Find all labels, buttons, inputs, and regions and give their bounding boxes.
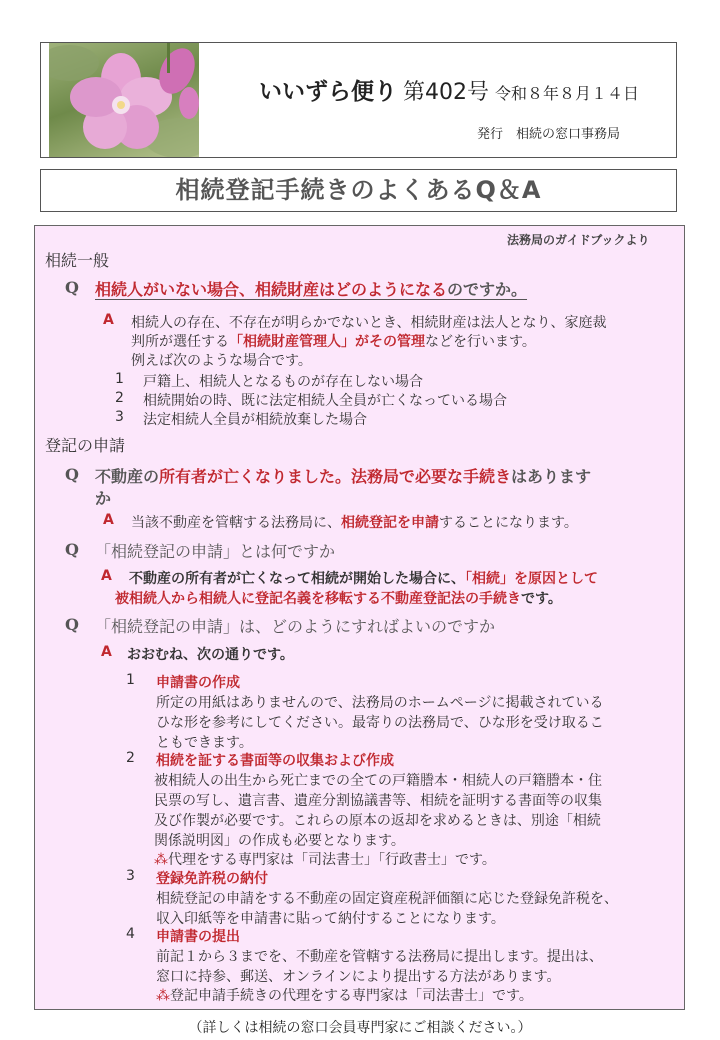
note-text: 代理をする専門家は「司法書士」「行政書士」です。 xyxy=(168,852,496,868)
newsletter-name: いいずら便り xyxy=(259,79,397,105)
step-text: 関係説明図」の作成も必要となります。 xyxy=(154,833,405,849)
answer-2-highlight: 相続登記を申請 xyxy=(341,515,439,531)
publisher: 発行 相続の窓口事務局 xyxy=(477,127,621,142)
step-note xyxy=(154,849,496,869)
case-text: 法定相続人全員が相続放棄した場合 xyxy=(143,412,367,428)
question-2-highlight: 所有者が亡くなりました。法務局で必要な手続き xyxy=(159,467,512,486)
answer-1-line-2 xyxy=(131,331,536,351)
case-number: 2 xyxy=(115,390,124,406)
answer-1-line-3: 例えば次のような場合です。 xyxy=(131,353,312,369)
issue-number: 第402号 xyxy=(403,80,489,105)
main-title: 相続登記手続きのよくあるQ＆A xyxy=(40,169,677,212)
step-text: ひな形を参考にしてください。最寄りの法務局で、ひな形を受け取るこ xyxy=(156,715,604,731)
case-text: 相続開始の時、既に法定相続人全員が亡くなっている場合 xyxy=(143,393,507,409)
a-mark: A xyxy=(101,644,112,660)
question-4: 「相続登記の申請」は、どのようにすればよいのですか xyxy=(95,617,496,636)
answer-3-highlight-2: 被相続人から相続人に登記名義を移転する不動産登記法の手続き xyxy=(115,591,521,607)
footer-note: （詳しくは相続の窓口会員専門家にご相談ください。） xyxy=(188,1020,532,1036)
step-title: 登録免許税の納付 xyxy=(156,871,268,887)
question-2-text-end: はありま xyxy=(511,467,576,486)
question-2 xyxy=(95,464,591,487)
answer-4-intro: おおむね、次の通りです。 xyxy=(127,647,294,663)
step-text: 前記１から３までを、不動産を管轄する法務局に提出します。提出は、 xyxy=(156,949,603,965)
note-mark: ⁂ xyxy=(156,988,170,1004)
step-title: 申請書の提出 xyxy=(156,929,240,945)
step-number: 2 xyxy=(126,750,135,766)
step-title: 申請書の作成 xyxy=(156,675,240,691)
answer-3-line-2 xyxy=(115,588,562,608)
case-text: 戸籍上、相続人となるものが存在しない場合 xyxy=(143,374,423,390)
flower-photo xyxy=(49,43,199,157)
q-mark: Q xyxy=(65,540,79,559)
note-mark: ⁂ xyxy=(154,852,168,868)
a-mark: A xyxy=(103,512,114,528)
q-mark: Q xyxy=(65,278,79,297)
issue-date: 令和８年８月１４日 xyxy=(495,84,640,103)
q-mark: Q xyxy=(65,615,79,634)
step-text: 窓口に持参、郵送、オンラインにより提出する方法があります。 xyxy=(156,969,561,985)
answer-3-highlight: 「相続」を原因として xyxy=(465,571,598,587)
answer-1-highlight: 「相続財産管理人」がその管理 xyxy=(229,334,425,350)
step-text: 相続登記の申請をする不動産の固定資産税評価額に応じた登録免許税を、 xyxy=(156,891,618,907)
step-title: 相続を証する書面等の収集および作成 xyxy=(156,753,394,769)
q-mark: Q xyxy=(65,465,79,484)
step-number: 3 xyxy=(126,868,135,884)
step-text: 民票の写し、遺言書、遺産分割協議書等、相続を証明する書面等の収集 xyxy=(154,793,602,809)
step-note xyxy=(156,985,533,1005)
answer-2-text: 当該不動産を管轄する法務局に、 xyxy=(131,515,341,531)
question-2-text-tail: す xyxy=(575,467,592,486)
answer-3-text: 不動産の所有者が亡くなって相続が開始した場合に、 xyxy=(129,571,465,587)
step-text: 被相続人の出生から死亡までの全ての戸籍謄本・相続人の戸籍謄本・住 xyxy=(154,773,602,789)
question-2-text: 不動産の xyxy=(95,467,160,486)
question-1-rest: のですか。 xyxy=(447,280,528,299)
step-text: 収入印紙等を申請書に貼って納付することになります。 xyxy=(156,911,505,927)
question-2-wrap: か xyxy=(95,489,112,508)
case-number: 3 xyxy=(115,409,124,425)
case-number: 1 xyxy=(115,371,124,387)
source-note: 法務局のガイドブックより xyxy=(507,233,650,247)
step-text: ともできます。 xyxy=(156,735,253,751)
answer-1-text-end: などを行います。 xyxy=(425,334,536,350)
note-text: 登記申請手続きの代理をする専門家は「司法書士」です。 xyxy=(170,988,533,1004)
newsletter-header xyxy=(40,42,677,158)
qa-content xyxy=(34,225,685,1010)
a-mark: A xyxy=(101,568,112,584)
question-3: 「相続登記の申請」とは何ですか xyxy=(95,542,336,561)
step-number: 4 xyxy=(126,926,135,942)
question-1-highlight: 相続人がいない場合、相続財産はどのようになる xyxy=(95,280,448,299)
a-mark: A xyxy=(103,312,114,328)
answer-2-text-end: することになります。 xyxy=(439,515,578,531)
step-text: 及び作製が必要です。これらの原本の返却を求めるときは、別途「相続 xyxy=(154,813,601,829)
section-heading-general: 相続一般 xyxy=(45,251,110,270)
newsletter-title xyxy=(259,73,639,106)
answer-3-text-end: です。 xyxy=(521,591,562,607)
answer-3-line-1 xyxy=(129,568,598,588)
answer-2 xyxy=(131,512,578,532)
step-number: 1 xyxy=(126,672,135,688)
answer-1-line-1: 相続人の存在、不存在が明らかでないとき、相続財産は法人となり、家庭裁 xyxy=(131,315,607,331)
section-heading-registration: 登記の申請 xyxy=(45,436,126,455)
answer-1-text: 判所が選任する xyxy=(131,334,229,350)
step-text: 所定の用紙はありませんので、法務局のホームページに掲載されている xyxy=(156,695,604,711)
question-1 xyxy=(95,277,527,300)
